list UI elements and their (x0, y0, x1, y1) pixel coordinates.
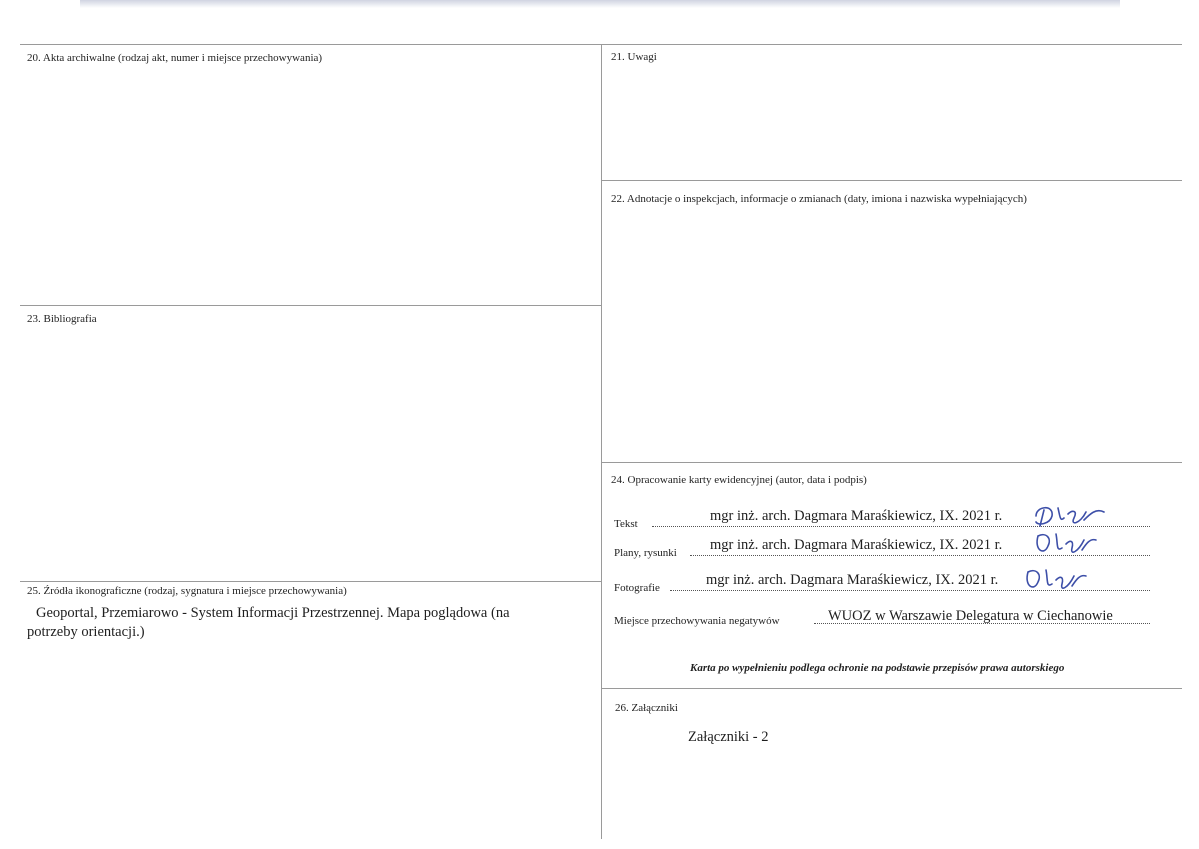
signature-image-3 (1020, 562, 1090, 596)
row-plans-value: mgr inż. arch. Dagmara Maraśkiewicz, IX. 2021 r. (710, 537, 1003, 553)
section-25-text-line2: potrzeby orientacji.) (27, 624, 145, 640)
row-text-value: mgr inż. arch. Dagmara Maraśkiewicz, IX. 2021 r. (710, 508, 1003, 524)
scan-shadow (80, 0, 1120, 8)
divider-20-23 (20, 305, 601, 306)
copyright-note: Karta po wypełnieniu podlega ochronie na podstawie przepisów prawa autorskiego (690, 662, 1065, 674)
section-20-label: 20. Akta archiwalne (rodzaj akt, numer i miejsce przechowywania) (27, 52, 323, 64)
negatives-label: Miejsce przechowywania negatywów (614, 615, 780, 627)
row-text-label: Tekst (614, 518, 638, 530)
row-negatives (614, 609, 1150, 627)
divider-22-24 (601, 462, 1182, 463)
center-divider (601, 44, 602, 839)
section-21-label: 21. Uwagi (611, 51, 657, 63)
divider-21-22 (601, 180, 1182, 181)
section-26-value: Załączniki - 2 (688, 729, 769, 745)
divider-23-25 (20, 581, 601, 582)
negatives-value: WUOZ w Warszawie Delegatura w Ciechanowie (828, 608, 1113, 624)
row-plans-label: Plany, rysunki (614, 547, 677, 559)
section-25-text-line1: Geoportal, Przemiarowo - System Informacji Przestrzennej. Mapa poglądowa (na (36, 605, 510, 621)
section-26-label: 26. Załączniki (615, 702, 678, 714)
section-22-label: 22. Adnotacje o inspekcjach, informacje o zmianach (daty, imiona i nazwiska wypełniających) (611, 193, 1027, 205)
row-photos-value: mgr inż. arch. Dagmara Maraśkiewicz, IX. 2021 r. (706, 572, 999, 588)
section-23-label: 23. Bibliografia (27, 313, 97, 325)
section-24-label: 24. Opracowanie karty ewidencyjnej (autor, data i podpis) (611, 474, 867, 486)
divider-24-26 (601, 688, 1182, 689)
row-photos-label: Fotografie (614, 582, 660, 594)
section-25-label: 25. Źródła ikonograficzne (rodzaj, sygnatura i miejsce przechowywania) (27, 585, 347, 597)
signature-image-2 (1030, 526, 1100, 560)
